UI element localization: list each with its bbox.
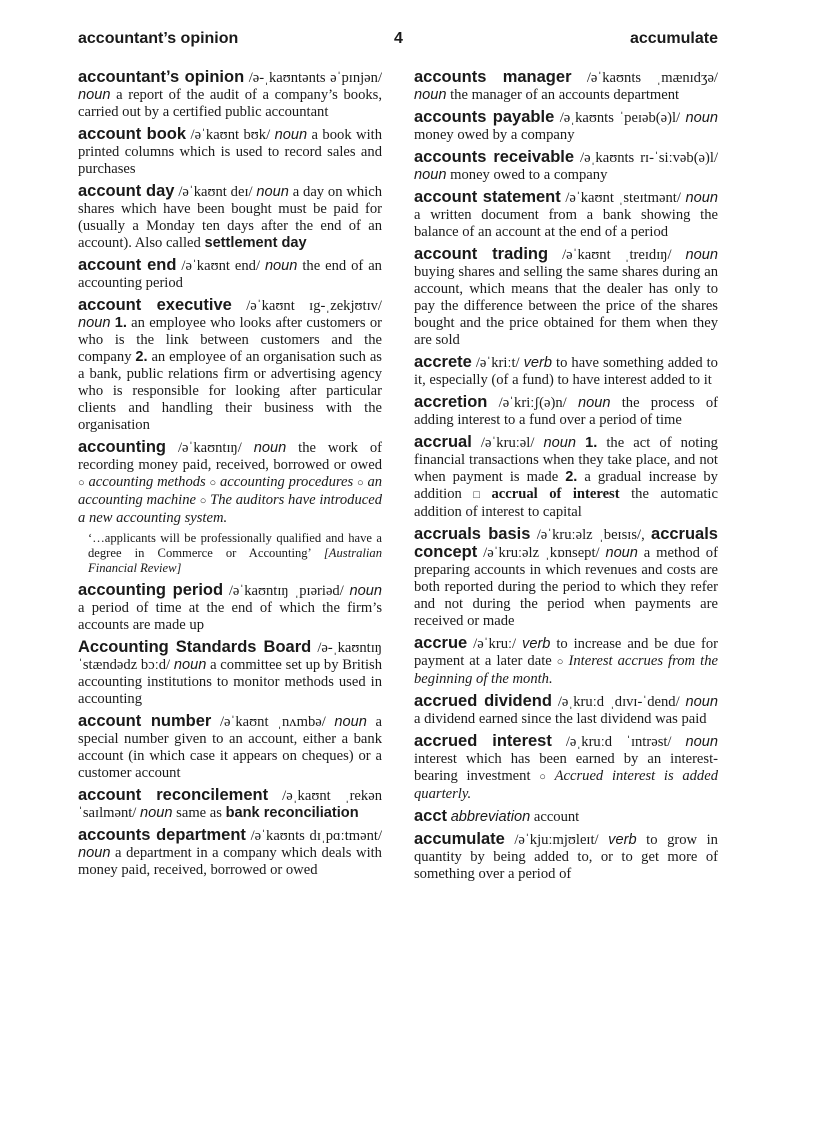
headword: accrual	[414, 433, 472, 451]
dictionary-entry	[78, 582, 382, 634]
part-of-speech: noun	[577, 395, 611, 411]
sense-number: 1.	[585, 435, 598, 451]
dictionary-entry	[414, 189, 718, 241]
headword: accounting	[78, 438, 167, 456]
dictionary-entry	[414, 434, 718, 521]
page-header	[78, 30, 718, 54]
pronunciation: /əˌkaʊnts rɪ-ˈsiːvəb(ə)l/	[580, 150, 718, 166]
dictionary-entry	[414, 808, 718, 826]
part-of-speech: noun	[334, 714, 367, 730]
subentry-definition: the automatic addition of interest to capital	[414, 486, 718, 520]
sense-number: 2.	[135, 349, 148, 365]
part-of-speech: noun	[414, 167, 447, 183]
headword: account book	[78, 125, 187, 143]
part-of-speech: noun	[274, 127, 308, 143]
pronunciation: /ə-ˌkaʊntɪŋ ˈstændədz bɔːd/	[78, 640, 382, 673]
dictionary-entry	[78, 257, 382, 292]
dictionary-entry	[414, 246, 718, 349]
headword-variant: accruals concept	[414, 525, 718, 561]
right-column	[414, 69, 718, 888]
definition: the manager of an accounts department	[450, 87, 680, 103]
definition: money owed by a company	[414, 127, 575, 143]
part-of-speech: noun	[253, 440, 287, 456]
part-of-speech: noun	[685, 694, 718, 710]
subentry-marker-icon: □	[473, 489, 480, 501]
definition: account	[533, 809, 580, 825]
definition: a special number given to an account, either a bank account (in which case it appears on cheques) or a customer account	[78, 714, 383, 781]
definition: a report of the audit of a company’s books, carried out by a certified public accountant	[78, 87, 382, 120]
dictionary-entry	[414, 149, 718, 184]
headword: account executive	[78, 296, 232, 314]
dictionary-entry	[78, 787, 382, 822]
pronunciation: /əˈkjuːmjʊleɪt/	[514, 832, 599, 848]
definition: to increase and be due for payment at a later date	[414, 636, 718, 669]
part-of-speech: verb	[523, 355, 553, 371]
example: The auditors have introduced a new accounting system.	[78, 492, 382, 526]
dictionary-entry	[78, 439, 382, 527]
pronunciation: /əˈkruːəlz ˌbeɪsɪs/,	[536, 527, 645, 543]
dictionary-entry	[414, 354, 718, 389]
pronunciation: /əˈkruː/	[473, 636, 517, 652]
definition: a period of time at the end of which the firm’s accounts are made up	[78, 600, 382, 633]
running-head-first-word: accountant’s opinion	[78, 30, 239, 47]
definition: a book with printed columns which is used to record sales and purchases	[78, 127, 383, 177]
dictionary-entry	[78, 297, 382, 434]
headword: accounts manager	[414, 68, 572, 86]
definition: a dividend earned since the last dividend was paid	[414, 711, 707, 727]
pronunciation: /əˈkriːʃ(ə)n/	[498, 395, 567, 411]
definition: to grow in quantity by being added to, or to get more of something over a period of	[414, 832, 718, 882]
headword: accounting period	[78, 581, 224, 599]
example: accounting methods	[88, 474, 206, 490]
pronunciation: /ə-ˌkaʊntənts əˈpɪnjən/	[248, 70, 383, 86]
example: an accounting machine	[78, 474, 383, 508]
sense-number: 2.	[565, 469, 578, 485]
dictionary-entry	[78, 713, 382, 782]
headword: account end	[78, 256, 177, 274]
part-of-speech: noun	[140, 805, 173, 821]
pronunciation: /əˈkaʊnt ˌnʌmbə/	[219, 714, 326, 730]
part-of-speech: noun	[78, 315, 111, 331]
definition: money owed to a company	[450, 167, 608, 183]
example: accounting procedures	[219, 474, 354, 490]
part-of-speech: noun	[685, 734, 718, 750]
part-of-speech: noun	[173, 657, 207, 673]
part-of-speech: verb	[608, 832, 637, 848]
pronunciation: /əˈkruːəl/	[480, 435, 535, 451]
definition: an employee who looks after customers or who is the link between customers and the company	[78, 315, 383, 365]
headword: accruals basis	[414, 525, 531, 543]
part-of-speech: noun	[264, 258, 298, 274]
headword: account number	[78, 712, 212, 730]
dictionary-entry	[414, 635, 718, 688]
part-of-speech: noun	[685, 110, 718, 126]
definition: the end of an accounting period	[78, 258, 382, 291]
pronunciation: /əˌkruːd ˈɪntrəst/	[565, 734, 672, 750]
pronunciation: /əˌkaʊnts ˈpeɪəb(ə)l/	[559, 110, 681, 126]
pronunciation: /əˈkaʊnt bʊk/	[190, 127, 271, 143]
subentry-headword: accrual of interest	[491, 486, 620, 502]
definition: same as	[176, 805, 222, 821]
headword: account statement	[414, 188, 561, 206]
headword: account reconcilement	[78, 786, 269, 804]
cross-reference: bank reconciliation	[225, 805, 359, 821]
quote-text: ‘…applicants will be professionally qualified and have a degree in Commerce or Accounting’	[88, 531, 382, 560]
definition: the process of adding interest to a fund over a period of time	[414, 395, 718, 428]
headword: accrete	[414, 353, 472, 371]
headword: accrue	[414, 634, 468, 652]
definition: a day on which shares which have been bought must be paid for (usually a Monday ten days after the end of an account). Also called	[78, 184, 383, 251]
pronunciation: /əˈkaʊnts ˌmænɪdʒə/	[586, 70, 718, 86]
headword: accretion	[414, 393, 488, 411]
pronunciation: /əˈkaʊntɪŋ ˌpɪəriəd/	[228, 583, 344, 599]
example-separator-icon: ○	[539, 771, 546, 783]
part-of-speech: verb	[522, 636, 551, 652]
headword: accounts receivable	[414, 148, 575, 166]
headword: accrued dividend	[414, 692, 552, 710]
example-separator-icon: ○	[356, 477, 364, 489]
dictionary-entry	[414, 733, 718, 803]
headword: accounts payable	[414, 108, 555, 126]
pronunciation: /əˈkriːt/	[475, 355, 520, 371]
pronunciation: /əˌkaʊnt ˌrekənˈsaɪlmənt/	[78, 788, 382, 821]
dictionary-entry	[414, 69, 718, 104]
example: Accrued interest is added quarterly.	[414, 768, 718, 802]
sense-number: 1.	[114, 315, 127, 331]
definition: a committee set up by British accounting institutions to monitor methods used in accounting	[78, 657, 382, 707]
example-separator-icon: ○	[78, 477, 85, 489]
definition: a written document from a bank showing the balance of an account at the end of a period	[414, 207, 718, 240]
headword: accountant’s opinion	[78, 68, 245, 86]
definition: a department in a company which deals with money paid, received, borrowed or owed	[78, 845, 382, 878]
definition: interest which has been earned by an interest-bearing investment	[414, 751, 718, 784]
pronunciation: /əˈkruːəlz ˌkɒnsept/	[483, 545, 600, 561]
definition: buying shares and selling the same shares during an account, which means that the dealer has only to pay the difference between the price of the shares bought and the price obtained for them when they are sold	[414, 264, 718, 348]
quote-source: [Australian Financial Review]	[88, 546, 382, 575]
definition: the act of noting financial transactions when they take place, and not when payment is made	[414, 435, 718, 485]
example-separator-icon: ○	[556, 656, 564, 668]
pronunciation: /əˈkaʊnt ˌsteɪtmənt/	[565, 190, 681, 206]
part-of-speech: noun	[543, 435, 576, 451]
part-of-speech: noun	[78, 845, 111, 861]
dictionary-entry	[414, 526, 718, 630]
definition: to have something added to it, especially (of a fund) to have interest added to it	[414, 355, 718, 388]
part-of-speech: noun	[414, 87, 447, 103]
part-of-speech: abbreviation	[450, 809, 531, 825]
citation-quote	[88, 531, 382, 576]
definition: an employee of an organisation such as a bank, public relations firm or advertising agency who is responsible for looking after particular clients and handling their business with the organisation	[78, 349, 382, 433]
pronunciation: /əˈkaʊntɪŋ/	[177, 440, 242, 456]
headword: account day	[78, 182, 175, 200]
definition: a method of preparing accounts in which revenues and costs are both reported during the period to which they refer and not during the period when payments are received or made	[414, 545, 718, 629]
part-of-speech: noun	[685, 190, 718, 206]
headword: accrued interest	[414, 732, 552, 750]
part-of-speech: noun	[349, 583, 382, 599]
dictionary-entry	[414, 394, 718, 429]
pronunciation: /əˈkaʊnt ɪg-ˌzekjʊtɪv/	[246, 298, 382, 314]
headword: accumulate	[414, 830, 505, 848]
pronunciation: /əˈkaʊnt ˌtreɪdɪŋ/	[562, 247, 672, 263]
example-separator-icon: ○	[199, 495, 207, 507]
part-of-speech: noun	[256, 184, 289, 200]
dictionary-entry	[78, 69, 382, 121]
dictionary-entry	[78, 827, 382, 879]
pronunciation: /əˈkaʊnt deɪ/	[178, 184, 253, 200]
headword: Accounting Standards Board	[78, 638, 312, 656]
example-separator-icon: ○	[209, 477, 217, 489]
example: Interest accrues from the beginning of the month.	[414, 653, 718, 687]
part-of-speech: noun	[605, 545, 638, 561]
pronunciation: /əˈkaʊnt end/	[181, 258, 260, 274]
page-number: 4	[394, 30, 403, 47]
dictionary-entry	[414, 693, 718, 728]
cross-reference: settlement day	[204, 235, 307, 251]
part-of-speech: noun	[685, 247, 718, 263]
headword: account trading	[414, 245, 549, 263]
definition: the work of recording money paid, received, borrowed or owed	[78, 440, 382, 473]
dictionary-entry	[78, 126, 382, 178]
definition: a gradual increase by addition	[414, 469, 718, 502]
dictionary-entry	[78, 183, 382, 252]
dictionary-entry	[78, 639, 382, 708]
pronunciation: /əˌkruːd ˌdɪvɪ-ˈdend/	[557, 694, 680, 710]
headword: accounts department	[78, 826, 246, 844]
pronunciation: /əˈkaʊnts dɪˌpɑːtmənt/	[250, 828, 383, 844]
dictionary-entry	[414, 831, 718, 883]
headword: acct	[414, 807, 448, 825]
left-column	[78, 69, 382, 884]
part-of-speech: noun	[78, 87, 111, 103]
running-head-last-word: accumulate	[629, 30, 718, 47]
dictionary-entry	[414, 109, 718, 144]
